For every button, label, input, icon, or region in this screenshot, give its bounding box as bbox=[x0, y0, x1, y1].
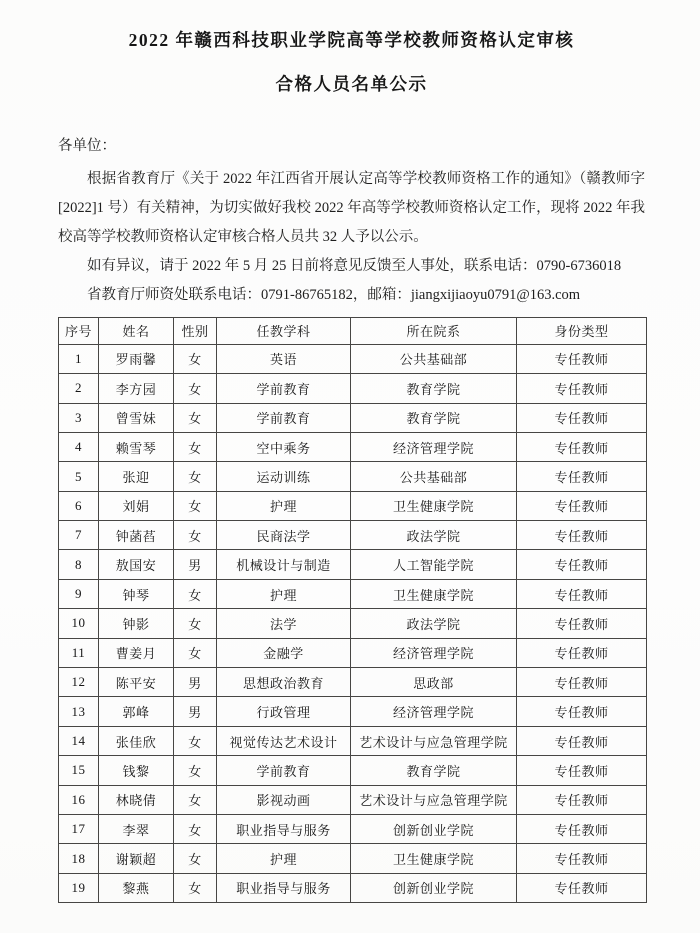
table-cell: 13 bbox=[59, 697, 99, 726]
table-cell: 金融学 bbox=[217, 638, 351, 667]
table-cell: 钟琴 bbox=[99, 579, 174, 608]
table-cell: 敖国安 bbox=[99, 550, 174, 579]
table-cell: 黎燕 bbox=[99, 873, 174, 902]
table-cell: 行政管理 bbox=[217, 697, 351, 726]
table-cell: 卫生健康学院 bbox=[351, 579, 517, 608]
table-cell: 钟影 bbox=[99, 609, 174, 638]
table-cell: 18 bbox=[59, 844, 99, 873]
table-cell: 钟菡萏 bbox=[99, 521, 174, 550]
table-cell: 专任教师 bbox=[517, 550, 647, 579]
table-cell: 学前教育 bbox=[217, 403, 351, 432]
department-contact-line: 省教育厅师资处联系电话：0791-86765182，邮箱：jiangxijiaoyu0791@163.com bbox=[87, 286, 581, 303]
table-cell: 男 bbox=[174, 550, 217, 579]
table-cell: 教育学院 bbox=[351, 403, 517, 432]
table-cell: 职业指导与服务 bbox=[217, 873, 351, 902]
table-cell: 学前教育 bbox=[217, 374, 351, 403]
table-cell: 17 bbox=[59, 815, 99, 844]
table-cell: 专任教师 bbox=[517, 403, 647, 432]
table-cell: 卫生健康学院 bbox=[351, 491, 517, 520]
table-row bbox=[59, 873, 647, 902]
table-cell: 男 bbox=[174, 697, 217, 726]
table-cell: 男 bbox=[174, 668, 217, 697]
table-cell: 女 bbox=[174, 344, 217, 373]
table-cell: 护理 bbox=[217, 844, 351, 873]
table-cell: 影视动画 bbox=[217, 785, 351, 814]
table-cell: 民商法学 bbox=[217, 521, 351, 550]
table-cell: 女 bbox=[174, 756, 217, 785]
table-cell: 女 bbox=[174, 609, 217, 638]
table-row bbox=[59, 374, 647, 403]
table-cell: 曾雪妹 bbox=[99, 403, 174, 432]
table-cell: 人工智能学院 bbox=[351, 550, 517, 579]
table-cell: 女 bbox=[174, 726, 217, 755]
table-cell: 护理 bbox=[217, 579, 351, 608]
table-cell: 思政部 bbox=[351, 668, 517, 697]
table-cell: 思想政治教育 bbox=[217, 668, 351, 697]
table-row bbox=[59, 462, 647, 491]
table-cell: 专任教师 bbox=[517, 462, 647, 491]
table-row bbox=[59, 579, 647, 608]
table-cell: 经济管理学院 bbox=[351, 432, 517, 461]
table-cell: 公共基础部 bbox=[351, 344, 517, 373]
table-cell: 专任教师 bbox=[517, 579, 647, 608]
table-cell: 女 bbox=[174, 521, 217, 550]
table-cell: 女 bbox=[174, 432, 217, 461]
table-cell: 曹姜月 bbox=[99, 638, 174, 667]
table-cell: 运动训练 bbox=[217, 462, 351, 491]
table-cell: 女 bbox=[174, 873, 217, 902]
table-row bbox=[59, 815, 647, 844]
table-body bbox=[59, 344, 647, 902]
table-cell: 女 bbox=[174, 403, 217, 432]
header-cell-role-type: 身份类型 bbox=[517, 317, 647, 344]
header-cell-subject: 任教学科 bbox=[217, 317, 351, 344]
table-cell: 8 bbox=[59, 550, 99, 579]
table-cell: 艺术设计与应急管理学院 bbox=[351, 785, 517, 814]
table-row bbox=[59, 403, 647, 432]
table-cell: 法学 bbox=[217, 609, 351, 638]
salutation: 各单位： bbox=[58, 137, 116, 154]
table-row bbox=[59, 844, 647, 873]
header-cell-name: 姓名 bbox=[99, 317, 174, 344]
table-cell: 5 bbox=[59, 462, 99, 491]
table-cell: 空中乘务 bbox=[217, 432, 351, 461]
table-cell: 专任教师 bbox=[517, 697, 647, 726]
table-cell: 女 bbox=[174, 579, 217, 608]
table-cell: 罗雨馨 bbox=[99, 344, 174, 373]
table-cell: 陈平安 bbox=[99, 668, 174, 697]
objection-contact-line: 如有异议，请于 2022 年 5 月 25 日前将意见反馈至人事处，联系电话：0790-6736018 bbox=[87, 257, 622, 274]
table-cell: 专任教师 bbox=[517, 491, 647, 520]
table-row bbox=[59, 550, 647, 579]
table-cell: 视觉传达艺术设计 bbox=[217, 726, 351, 755]
table-cell: 12 bbox=[59, 668, 99, 697]
table-cell: 14 bbox=[59, 726, 99, 755]
table-cell: 英语 bbox=[217, 344, 351, 373]
table-cell: 专任教师 bbox=[517, 432, 647, 461]
table-header-row bbox=[59, 317, 647, 344]
table-cell: 1 bbox=[59, 344, 99, 373]
notice-paragraph: 根据省教育厅《关于 2022 年江西省开展认定高等学校教师资格工作的通知》（赣教师字[2022]1 号）有关精神，为切实做好我校 2022 年高等学校教师资格认定工作，现将 2022 年我校高等学校教师资格认定审核合格人员共 32 人予以公示。 bbox=[58, 170, 645, 245]
table-cell: 女 bbox=[174, 638, 217, 667]
table-cell: 3 bbox=[59, 403, 99, 432]
table-cell: 赖雪琴 bbox=[99, 432, 174, 461]
header-cell-index: 序号 bbox=[59, 317, 99, 344]
table-cell: 专任教师 bbox=[517, 344, 647, 373]
table-row bbox=[59, 726, 647, 755]
table-cell: 4 bbox=[59, 432, 99, 461]
table-cell: 专任教师 bbox=[517, 374, 647, 403]
table-cell: 专任教师 bbox=[517, 785, 647, 814]
qualified-teachers-table bbox=[58, 317, 647, 903]
table-row bbox=[59, 521, 647, 550]
document-title bbox=[58, 30, 645, 96]
table-cell: 政法学院 bbox=[351, 521, 517, 550]
table-cell: 女 bbox=[174, 785, 217, 814]
table-row bbox=[59, 668, 647, 697]
table-cell: 女 bbox=[174, 491, 217, 520]
table-cell: 9 bbox=[59, 579, 99, 608]
table-cell: 6 bbox=[59, 491, 99, 520]
table-cell: 专任教师 bbox=[517, 726, 647, 755]
table-cell: 林晓倩 bbox=[99, 785, 174, 814]
table-cell: 7 bbox=[59, 521, 99, 550]
table-cell: 教育学院 bbox=[351, 374, 517, 403]
table-cell: 专任教师 bbox=[517, 609, 647, 638]
table-cell: 专任教师 bbox=[517, 815, 647, 844]
table-cell: 李翠 bbox=[99, 815, 174, 844]
table-row bbox=[59, 756, 647, 785]
document-title-line-2: 合格人员名单公示 bbox=[275, 73, 428, 94]
table-cell: 张迎 bbox=[99, 462, 174, 491]
table-cell: 机械设计与制造 bbox=[217, 550, 351, 579]
table-cell: 专任教师 bbox=[517, 521, 647, 550]
table-row bbox=[59, 432, 647, 461]
table-cell: 专任教师 bbox=[517, 668, 647, 697]
table-cell: 学前教育 bbox=[217, 756, 351, 785]
table-cell: 经济管理学院 bbox=[351, 697, 517, 726]
table-cell: 专任教师 bbox=[517, 844, 647, 873]
table-cell: 政法学院 bbox=[351, 609, 517, 638]
document-title-line-1: 2022 年赣西科技职业学院高等学校教师资格认定审核 bbox=[128, 30, 575, 50]
table-cell: 护理 bbox=[217, 491, 351, 520]
table-row bbox=[59, 344, 647, 373]
table-cell: 11 bbox=[59, 638, 99, 667]
header-cell-gender: 性别 bbox=[174, 317, 217, 344]
table-cell: 职业指导与服务 bbox=[217, 815, 351, 844]
table-row bbox=[59, 609, 647, 638]
header-cell-department: 所在院系 bbox=[351, 317, 517, 344]
table-cell: 2 bbox=[59, 374, 99, 403]
table-cell: 教育学院 bbox=[351, 756, 517, 785]
table-row bbox=[59, 638, 647, 667]
table-cell: 15 bbox=[59, 756, 99, 785]
table-cell: 专任教师 bbox=[517, 873, 647, 902]
table-cell: 16 bbox=[59, 785, 99, 814]
table-cell: 女 bbox=[174, 815, 217, 844]
table-cell: 专任教师 bbox=[517, 756, 647, 785]
table-cell: 创新创业学院 bbox=[351, 815, 517, 844]
table-cell: 艺术设计与应急管理学院 bbox=[351, 726, 517, 755]
table-cell: 女 bbox=[174, 462, 217, 491]
table-cell: 郭峰 bbox=[99, 697, 174, 726]
document-body bbox=[58, 132, 645, 310]
table-cell: 19 bbox=[59, 873, 99, 902]
table-cell: 卫生健康学院 bbox=[351, 844, 517, 873]
table-cell: 经济管理学院 bbox=[351, 638, 517, 667]
table-cell: 创新创业学院 bbox=[351, 873, 517, 902]
table-cell: 张佳欣 bbox=[99, 726, 174, 755]
table-cell: 谢颖超 bbox=[99, 844, 174, 873]
table-cell: 女 bbox=[174, 844, 217, 873]
table-cell: 钱黎 bbox=[99, 756, 174, 785]
table-row bbox=[59, 785, 647, 814]
table-cell: 10 bbox=[59, 609, 99, 638]
table-cell: 女 bbox=[174, 374, 217, 403]
table-row bbox=[59, 491, 647, 520]
table-row bbox=[59, 697, 647, 726]
table-cell: 公共基础部 bbox=[351, 462, 517, 491]
table-cell: 李方园 bbox=[99, 374, 174, 403]
table-cell: 专任教师 bbox=[517, 638, 647, 667]
table-cell: 刘娟 bbox=[99, 491, 174, 520]
